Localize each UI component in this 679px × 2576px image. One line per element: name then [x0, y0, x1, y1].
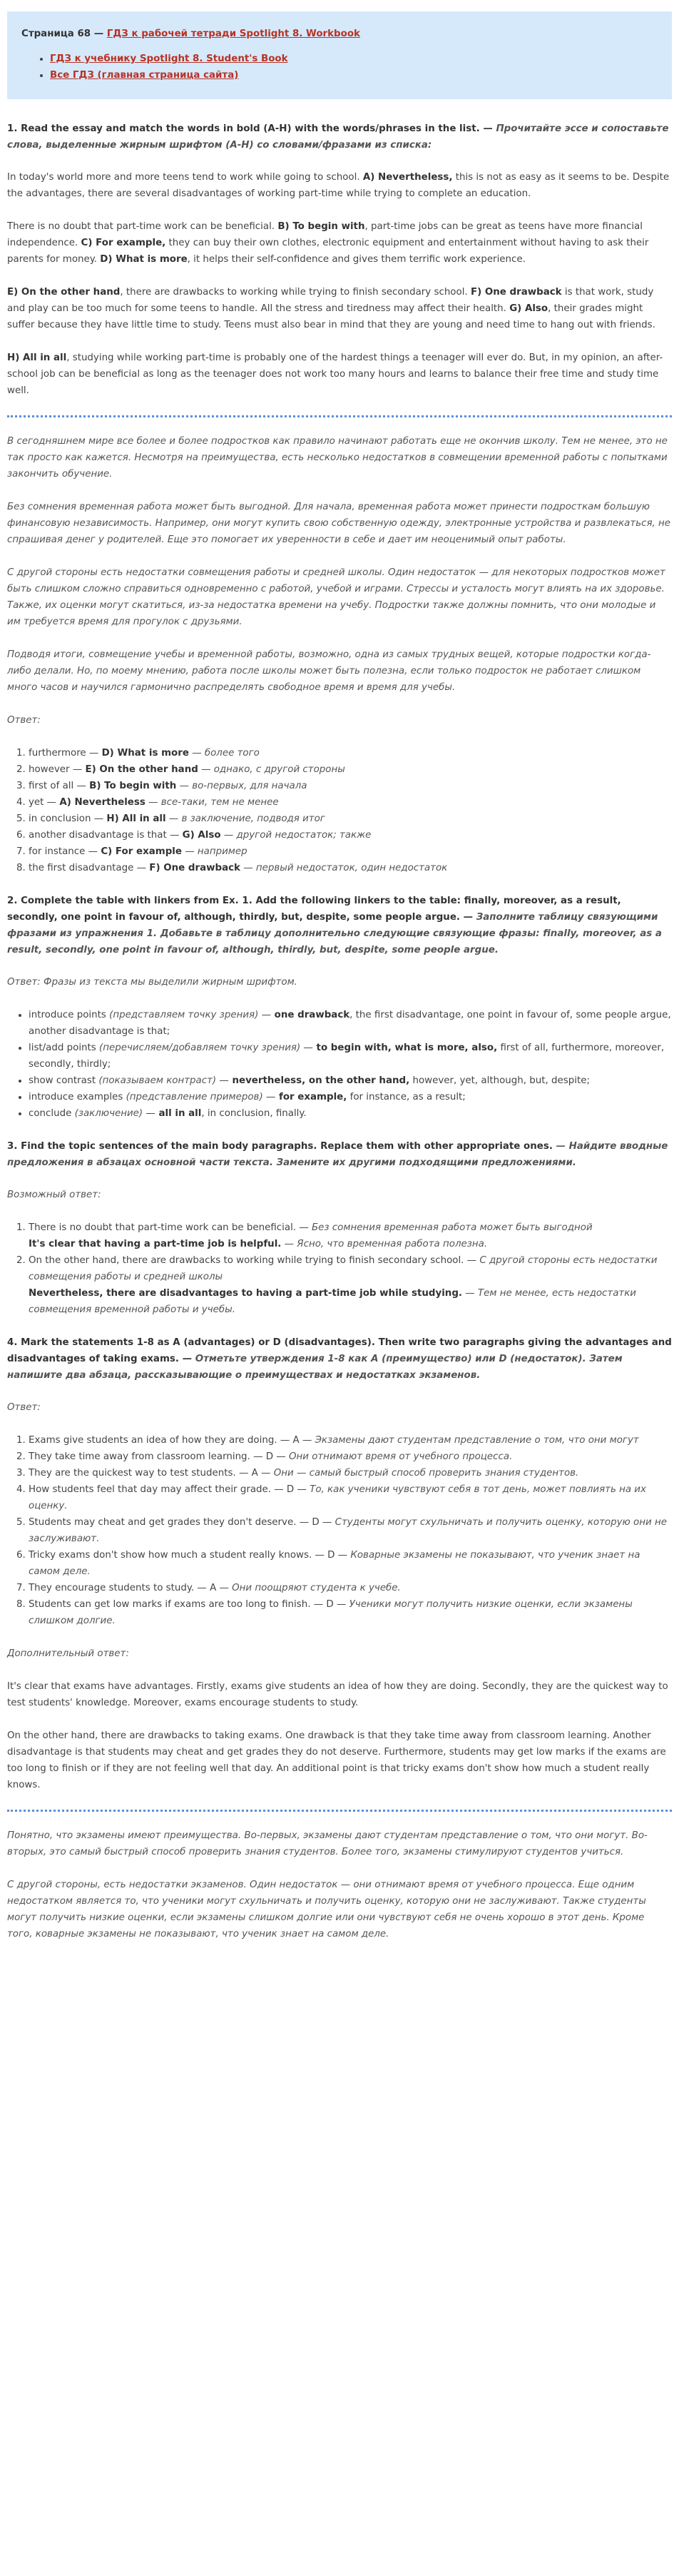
statements-list: [29, 1432, 672, 1629]
list-item: 6. another disadvantage is that — G) Also — другой недостаток; также: [29, 827, 672, 843]
essay-paragraph-2: There is no doubt that part-time work can be beneficial. B) To begin with, part-time jobs can be great as teens have more financial independence. C) For example, they can buy their own clothes, electronic equipment and entertainment without having to ask their parents for money. D) What is more, it helps their self-confidence and gives them terrific work experience.: [7, 221, 649, 265]
workbook-link[interactable]: ГДЗ к рабочей тетради Spotlight 8. Workbook: [106, 29, 360, 39]
exercise-4-task: 4. Mark the statements 1-8 as A (advantages) or D (disadvantages). Then write two paragraphs giving the advantages and disadvantages of taking exams. — Отметьте утверждения 1-8 как A (преимущество) или D (недостаток). Затем напишите два абзаца, рассказывающие о преимуществах и недостатках экзаменов.: [7, 1337, 672, 1381]
list-item: 1. furthermore — D) What is more — более того: [29, 745, 672, 761]
list-item: 7. for instance — C) For example — например: [29, 843, 672, 860]
answer-label: Ответ:: [7, 1402, 41, 1413]
list-item: • list/add points (перечисляем/добавляем точку зрения) — to begin with, what is more, also, first of all, furthermore, moreover, secondly, thirdly;: [29, 1040, 672, 1073]
essay-translation-3: С другой стороны есть недостатки совмещения работы и средней школы. Один недостаток — для некоторых подростков может быть слишком сложно справиться одновременно с работой, учебой и играми. Стрессы и усталость могут влиять на их здоровье. Также, их оценки могут скатиться, из-за недостатка времени на учебу. Подростки также должны помнить, что они молодые и им требуется время для прогулок с друзьями.: [7, 567, 665, 627]
students-book-link[interactable]: ГДЗ к учебнику Spotlight 8. Student's Book: [50, 54, 288, 64]
list-item: 2. however — E) On the other hand — однако, с другой стороны: [29, 761, 672, 778]
exercise-3-task: 3. Find the topic sentences of the main body paragraphs. Replace them with other appropriate ones. — Найдите вводные предложения в абзацах основной части текста. Замените их другими подходящими предложениями.: [7, 1141, 668, 1168]
answer-label: Ответ:: [7, 715, 41, 726]
header-links: [50, 51, 658, 83]
list-item: 3. They are the quickest way to test students. — A — Они — самый быстрый способ проверить знания студентов.: [29, 1465, 672, 1481]
list-item: 5. in conclusion — H) All in all — в заключение, подводя итог: [29, 811, 672, 827]
extra-answer-label: Дополнительный ответ:: [7, 1648, 129, 1659]
extra-paragraph-1: It's clear that exams have advantages. Firstly, exams give students an idea of how they are doing. Secondly, they are the quickest way to test students' knowledge. Moreover, exams encourage students to study.: [7, 1681, 668, 1708]
list-item: 8. the first disadvantage — F) One drawback — первый недостаток, один недостаток: [29, 860, 672, 876]
exercise-1-task: 1. Read the essay and match the words in bold (A-H) with the words/phrases in the list. — Прочитайте эссе и сопоставьте слова, выделенные жирным шрифтом (A-H) со словами/фразами из списка:: [7, 123, 669, 151]
linkers-list: [29, 1007, 672, 1122]
home-link[interactable]: Все ГДЗ (главная страница сайта): [50, 70, 239, 81]
list-item: • show contrast (показываем контраст) — nevertheless, on the other hand, however, yet, although, but, despite;: [29, 1073, 672, 1089]
list-item: 7. They encourage students to study. — A — Они поощряют студента к учебе.: [29, 1580, 672, 1596]
list-item: • introduce points (представляем точку зрения) — one drawback, the first disadvantage, one point in favour of, some people argue, another disadvantage is that;: [29, 1007, 672, 1040]
essay-paragraph-1: In today's world more and more teens tend to work while going to school. A) Nevertheless, this is not as easy as it seems to be. Despite the advantages, there are several disadvantages of working part-time while trying to complete an education.: [7, 172, 670, 199]
extra-translation-1: Понятно, что экзамены имеют преимущества. Во-первых, экзамены дают студентам представление о том, что они могут. Во-вторых, это самый быстрый способ проверить знания студентов. Более того, экзамены стимулируют студентов учиться.: [7, 1830, 648, 1857]
answer-label: Ответ: Фразы из текста мы выделили жирным шрифтом.: [7, 977, 297, 988]
list-item: 2. They take time away from classroom learning. — D — Они отнимают время от учебного процесса.: [29, 1449, 672, 1465]
answer-list: [29, 745, 672, 876]
extra-translation-2: С другой стороны, есть недостатки экзаменов. Один недостаток — они отнимают время от учебного процесса. Еще одним недостатком является то, что ученики могут схульничать и получить оценку, которую они не заслуживают. Также студенты могут получить низкие оценки, если экзамены слишком долгие или они чувствуют себя не очень хорошо в этот день. Кроме того, коварные экзамены не показывают, что ученик знает на самом деле.: [7, 1880, 646, 1939]
essay-translation-4: Подводя итоги, совмещение учебы и временной работы, возможно, одна из самых трудных вещей, которые подростки когда-либо делали. Но, по моему мнению, работа после школы может быть полезна, если только подросток не работает слишком много часов и научился гармонично распределять свободное время и время для учебы.: [7, 649, 651, 693]
list-item: 1. Exams give students an idea of how they are doing. — A — Экзамены дают студентам представление о том, что они могут: [29, 1432, 672, 1449]
list-item: 4. How students feel that day may affect their grade. — D — То, как ученики чувствуют себя в тот день, может повлиять на их оценку.: [29, 1481, 672, 1514]
divider: [7, 415, 672, 417]
list-item: 6. Tricky exams don't show how much a student really knows. — D — Коварные экзамены не показывают, что ученик знает на самом деле.: [29, 1547, 672, 1580]
header-box: [7, 11, 672, 99]
list-item: • conclude (заключение) — all in all, in conclusion, finally.: [29, 1105, 672, 1122]
page-title: Страница 68 — ГДЗ к рабочей тетради Spotlight 8. Workbook: [21, 29, 360, 39]
exercise-2-task: 2. Complete the table with linkers from Ex. 1. Add the following linkers to the table: finally, moreover, as a result, secondly, one point in favour of, although, thirdly, but, despite, some people argue. — Заполните таблицу связующими фразами из упражнения 1. Добавьте в таблицу дополнительно следующие связующие фразы: finally, moreover, as a result, secondly, one point in favour of, although, thirdly, but, despite, some people argue.: [7, 896, 662, 955]
extra-paragraph-2: On the other hand, there are drawbacks to taking exams. One drawback is that they take time away from classroom learning. Another disadvantage is that students may cheat and get grades they do not deserve. Furthermore, students may get low marks if the exams are too long to finish or if they are not feeling well that day. An additional point is that tricky exams don't show how much a student really knows.: [7, 1730, 666, 1790]
list-item: 2. On the other hand, there are drawbacks to working while trying to finish secondary school. — С другой стороны есть недостатки совмещения работы и средней школы Nevertheless, there are disadvantages to having a part-time job while studying. — Тем не менее, есть недостатки совмещения временной работы и учебы.: [29, 1252, 672, 1318]
list-item: 1. There is no doubt that part-time work can be beneficial. — Без сомнения временная работа может быть выгодной It's clear that having a part-time job is helpful. — Ясно, что временная работа полезна.: [29, 1219, 672, 1252]
essay-paragraph-3: E) On the other hand, there are drawbacks to working while trying to finish secondary school. F) One drawback is that work, study and play can be too much for some teens to handle. All the stress and tiredness may affect their health. G) Also, their grades might suffer because they have little time to study. Teens must also bear in mind that they are young and need time to hang out with friends.: [7, 287, 655, 330]
topic-sentences-list: [29, 1219, 672, 1318]
essay-translation-1: В сегодняшнем мире все более и более подростков как правило начинают работать еще не окончив школу. Тем не менее, это не так просто как кажется. Несмотря на преимущества, есть несколько недостатков в совмещении временной работы с попытками закончить обучение.: [7, 436, 668, 480]
essay-paragraph-4: H) All in all, studying while working part-time is probably one of the hardest things a teenager will ever do. But, in my opinion, an after-school job can be beneficial as long as the teenager does not work too many hours and learns to balance their free time and study time well.: [7, 353, 663, 396]
answer-label: Возможный ответ:: [7, 1190, 101, 1200]
list-item: 4. yet — A) Nevertheless — все-таки, тем не менее: [29, 794, 672, 811]
divider: [7, 1810, 672, 1812]
essay-translation-2: Без сомнения временная работа может быть выгодной. Для начала, временная работа может принести подросткам большую финансовую независимость. Например, они могут купить свою собственную одежду, электронные устройства и развлекаться, не спрашивая денег у родителей. Еще это помогает их уверенности в себе и дает им неоценимый опыт работы.: [7, 502, 671, 545]
list-item: • introduce examples (представление примеров) — for example, for instance, as a result;: [29, 1089, 672, 1105]
list-item: 3. first of all — B) To begin with — во-первых, для начала: [29, 778, 672, 794]
list-item: 8. Students can get low marks if exams are too long to finish. — D — Ученики могут получить низкие оценки, если экзамены слишком долгие.: [29, 1596, 672, 1629]
list-item: 5. Students may cheat and get grades they don't deserve. — D — Студенты могут схульничать и получить оценку, которую они не заслуживают.: [29, 1514, 672, 1547]
